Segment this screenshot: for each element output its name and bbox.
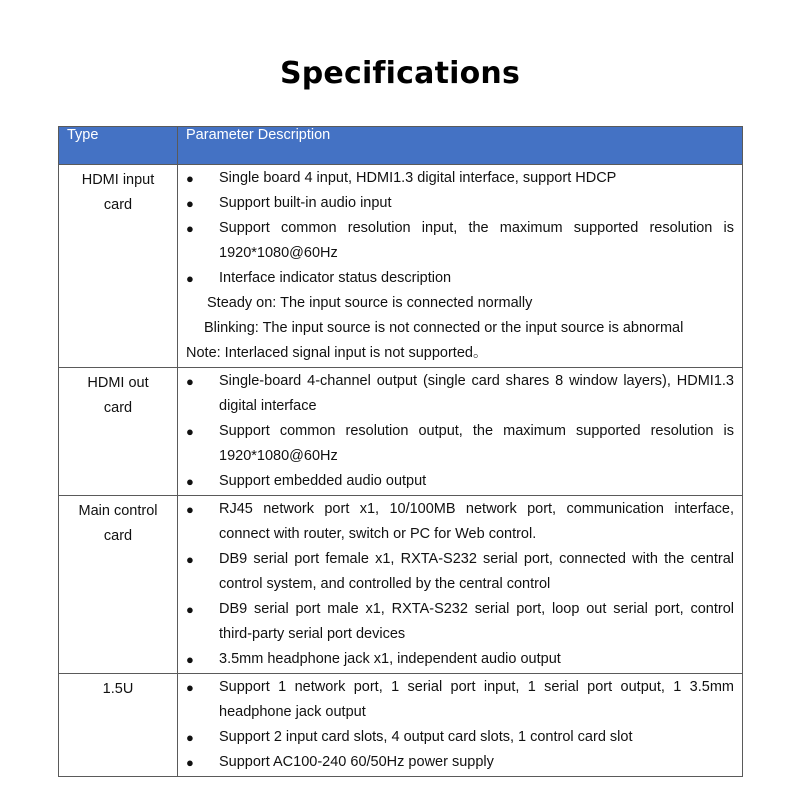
bullet-icon: ● bbox=[186, 474, 194, 489]
bullet-text: Support embedded audio output bbox=[219, 473, 427, 489]
bullet-text: Support common resolution input, the maximum supported resolution is 1920*1080@60Hz bbox=[219, 220, 734, 261]
bullet-text: Support 1 network port, 1 serial port input, 1 serial port output, 1 3.5mm headphone jack output bbox=[219, 679, 734, 720]
list-item bbox=[186, 369, 734, 419]
bullet-icon: ● bbox=[186, 652, 194, 667]
type-label-line1: HDMI out bbox=[87, 375, 149, 391]
type-label-line2: card bbox=[103, 400, 133, 416]
bullet-icon: ● bbox=[186, 374, 194, 389]
bullet-icon: ● bbox=[186, 680, 194, 695]
type-cell bbox=[59, 496, 178, 674]
list-item bbox=[186, 191, 734, 216]
page-title: Specifications bbox=[279, 56, 521, 91]
header-type: Type bbox=[59, 127, 178, 165]
bullet-text: DB9 serial port female x1, RXTA-S232 serial port, connected with the central control system, and controlled by the central control bbox=[219, 551, 734, 592]
description-cell bbox=[178, 674, 743, 777]
bullet-icon: ● bbox=[186, 271, 194, 286]
list-item bbox=[186, 266, 734, 291]
description-cell bbox=[178, 165, 743, 368]
bullet-icon: ● bbox=[186, 196, 194, 211]
bullet-text: 3.5mm headphone jack x1, independent audio output bbox=[219, 651, 561, 667]
description-cell bbox=[178, 496, 743, 674]
bullet-icon: ● bbox=[186, 602, 194, 617]
list-item bbox=[186, 675, 734, 725]
table-row bbox=[59, 368, 743, 496]
bullet-icon: ● bbox=[186, 424, 194, 439]
table-row bbox=[59, 165, 743, 368]
list-item bbox=[186, 647, 734, 672]
status-blinking: Blinking: The input source is not connected or the input source is abnormal bbox=[204, 320, 684, 336]
bullet-icon: ● bbox=[186, 730, 194, 745]
list-item bbox=[186, 497, 734, 547]
type-label-line2: card bbox=[103, 528, 133, 544]
header-parameter-description: Parameter Description bbox=[178, 127, 743, 165]
list-item bbox=[186, 419, 734, 469]
list-item bbox=[186, 216, 734, 266]
bullet-icon: ● bbox=[186, 552, 194, 567]
list-item bbox=[186, 597, 734, 647]
bullet-text: Single board 4 input, HDMI1.3 digital interface, support HDCP bbox=[219, 170, 617, 186]
bullet-text: Support AC100-240 60/50Hz power supply bbox=[219, 754, 494, 770]
bullet-icon: ● bbox=[186, 502, 194, 517]
bullet-text: Interface indicator status description bbox=[219, 270, 452, 286]
list-item bbox=[186, 725, 734, 750]
bullet-text: DB9 serial port male x1, RXTA-S232 serial port, loop out serial port, control third-party serial port devices bbox=[219, 601, 734, 642]
spec-table bbox=[58, 126, 743, 777]
table-header-row bbox=[59, 127, 743, 165]
type-cell bbox=[59, 368, 178, 496]
table-row bbox=[59, 674, 743, 777]
bullet-text: Support built-in audio input bbox=[219, 195, 392, 211]
note-text: Note: Interlaced signal input is not supported。 bbox=[186, 345, 488, 361]
type-label-line1: 1.5U bbox=[102, 681, 134, 697]
type-cell bbox=[59, 674, 178, 777]
bullet-icon: ● bbox=[186, 171, 194, 186]
type-label-line1: HDMI input bbox=[81, 172, 155, 188]
list-item bbox=[186, 750, 734, 775]
bullet-text: Single-board 4-channel output (single card shares 8 window layers), HDMI1.3 digital interface bbox=[219, 373, 734, 414]
type-label-line1: Main control bbox=[78, 503, 158, 519]
type-cell bbox=[59, 165, 178, 368]
bullet-icon: ● bbox=[186, 755, 194, 770]
type-label-line2: card bbox=[103, 197, 133, 213]
bullet-text: RJ45 network port x1, 10/100MB network port, communication interface, connect with router, switch or PC for Web control. bbox=[219, 501, 734, 542]
list-item bbox=[186, 469, 734, 494]
bullet-text: Support common resolution output, the maximum supported resolution is 1920*1080@60Hz bbox=[219, 423, 734, 464]
status-steady-on: Steady on: The input source is connected normally bbox=[207, 295, 533, 311]
description-cell bbox=[178, 368, 743, 496]
table-row bbox=[59, 496, 743, 674]
list-item bbox=[186, 547, 734, 597]
bullet-text: Support 2 input card slots, 4 output card slots, 1 control card slot bbox=[219, 729, 633, 745]
list-item bbox=[186, 166, 734, 191]
bullet-icon: ● bbox=[186, 221, 194, 236]
